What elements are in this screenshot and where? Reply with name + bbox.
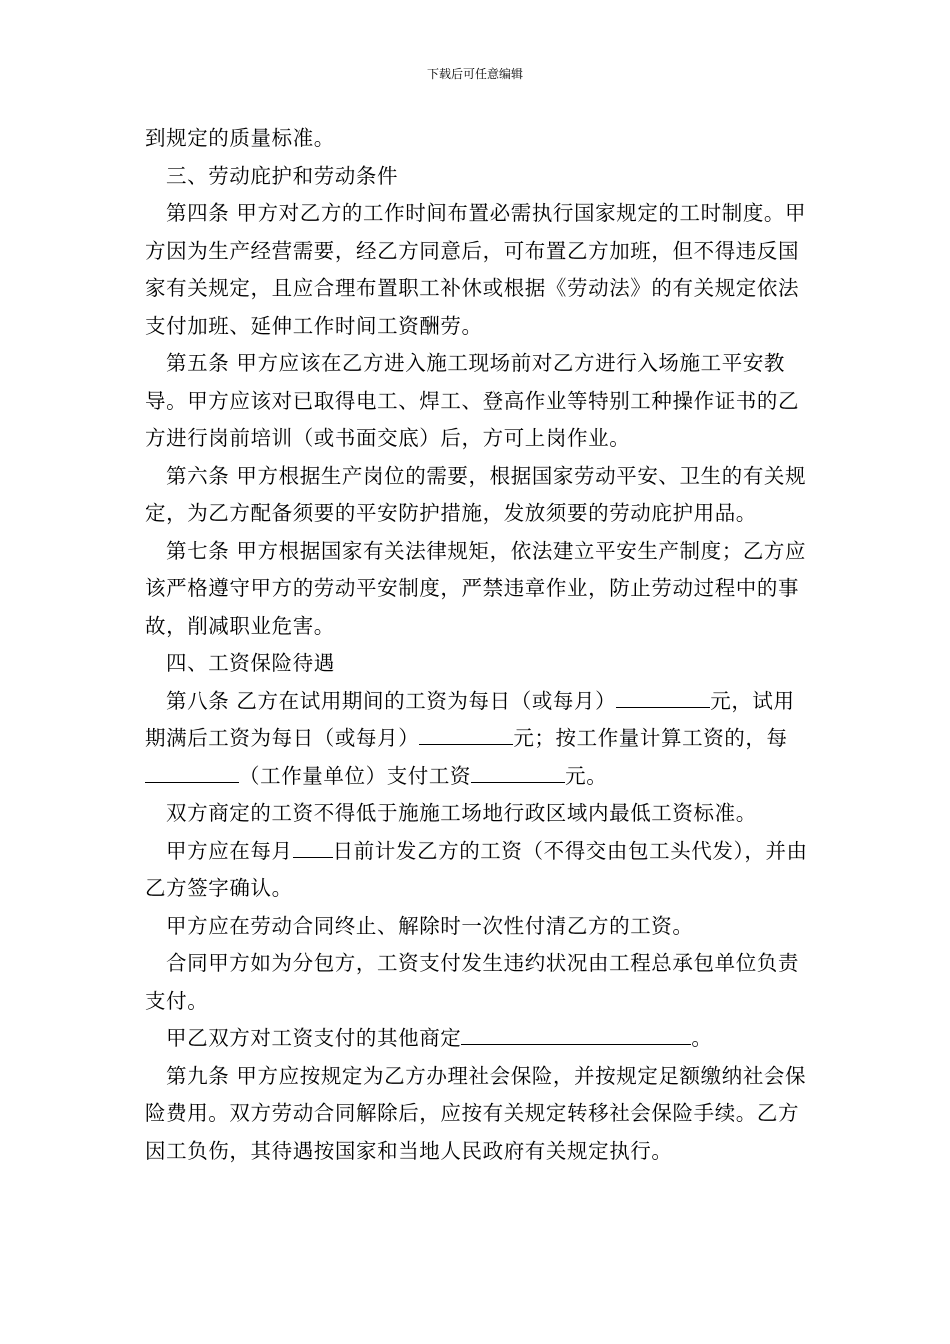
article-8-part-a: 第八条 乙方在试用期间的工资为每日（或每月） [166,688,617,713]
article-9: 第九条 甲方应按规定为乙方办理社会保险，并按规定足额缴纳社会保险费用。双方劳动合同解除后，应按有关规定转移社会保险手续。乙方因工负伤，其待遇按国家和当地人民政府有关规定执行。 [145,1063,807,1163]
other-agreement-blank [461,1022,691,1045]
article-5: 第五条 甲方应该在乙方进入施工现场前对乙方进行入场施工平安教导。甲方应该对已取得电工、焊工、登高作业等特别工种操作证书的乙方进行岗前培训（或书面交底）后，方可上岗作业。 [145,351,800,450]
other-agreement-clause [145,1020,815,1058]
contract-body [145,120,815,1170]
subcontract-clause: 合同甲方如为分包方，工资支付发生违约状况由工程总承包单位负责支付。 [145,951,799,1013]
section-4-title: 四、工资保险待遇 [166,651,335,675]
article-8 [145,683,815,796]
work-unit-blank [145,760,239,783]
section-3-title: 三、劳动庇护和劳动条件 [166,163,399,188]
article-4: 第四条 甲方对乙方的工作时间布置必需执行国家规定的工时制度。甲方因为生产经营需要，经乙方同意后，可布置乙方加班，但不得违反国家有关规定，且应合理布置职工补休或根据《劳动法》的有关规定依法支付加班、延伸工作时间工资酬劳。 [145,201,807,338]
piece-wage-blank [471,760,565,783]
pay-day-blank [293,835,333,858]
other-agreement-part-a: 甲乙双方对工资支付的其他商定 [166,1026,462,1050]
paragraph-quality-standard: 到规定的质量标准。 [145,126,335,150]
regular-wage-blank [419,722,513,745]
minimum-wage-clause: 双方商定的工资不得低于施施工场地行政区域内最低工资标准。 [166,801,757,825]
pay-day-clause [145,833,815,908]
page-header: 下载后可任意编辑 [426,67,523,81]
other-agreement-part-b: 。 [691,1026,713,1050]
article-7: 第七条 甲方根据国家有关法律规矩，依法建立平安生产制度；乙方应该严格遵守甲方的劳动平安制度，严禁违章作业，防止劳动过程中的事故，削减职业危害。 [145,538,807,638]
article-8-part-e: 元。 [565,763,608,788]
article-8-part-d: （工作量单位）支付工资 [239,763,472,788]
wage-settlement-clause: 甲方应在劳动合同终止、解除时一次性付清乙方的工资。 [166,913,694,938]
pay-day-part-b: 日前计发乙方的工资（不得交由包工头代发），并由乙方签字确认。 [145,838,808,900]
trial-wage-blank [616,685,710,708]
pay-day-part-a: 甲方应在每月 [166,838,293,863]
article-8-part-b: 元，试用期满后工资为每日（或每月） [145,688,795,750]
article-6: 第六条 甲方根据生产岗位的需要，根据国家劳动平安、卫生的有关规定，为乙方配备须要的平安防护措施，发放须要的劳动庇护用品。 [145,463,807,525]
article-8-part-c: 元；按工作量计算工资的，每 [513,726,788,750]
